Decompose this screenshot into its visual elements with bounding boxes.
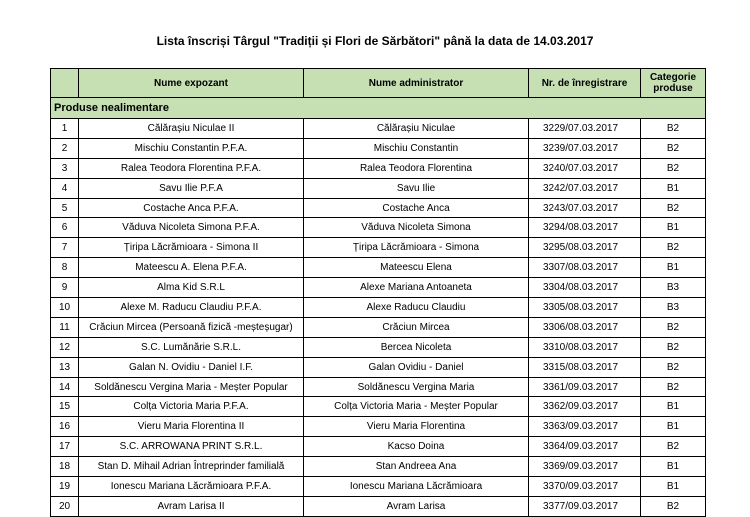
product-category: B1: [641, 178, 706, 198]
row-number: 4: [51, 178, 79, 198]
registration-number: 3242/07.03.2017: [529, 178, 641, 198]
exhibitor-name: Mischiu Constantin P.F.A.: [79, 138, 304, 158]
table-row: [51, 119, 706, 139]
product-category: B2: [641, 119, 706, 139]
row-number: 7: [51, 238, 79, 258]
table-row: [51, 258, 706, 278]
registration-number: 3361/09.03.2017: [529, 377, 641, 397]
table-row: [51, 298, 706, 318]
registration-number: 3304/08.03.2017: [529, 278, 641, 298]
table-row: [51, 397, 706, 417]
registration-number: 3305/08.03.2017: [529, 298, 641, 318]
exhibitor-name: Alexe M. Raducu Claudiu P.F.A.: [79, 298, 304, 318]
administrator-name: Țiripa Lăcrămioara - Simona: [304, 238, 529, 258]
administrator-name: Călărașiu Niculae: [304, 119, 529, 139]
table-row: [51, 158, 706, 178]
exhibitor-name: Ionescu Mariana Lăcrămioara P.F.A.: [79, 477, 304, 497]
exhibitor-name: Soldănescu Vergina Maria - Meșter Popular: [79, 377, 304, 397]
exhibitor-name: S.C. Lumănărie S.R.L.: [79, 337, 304, 357]
exhibitor-name: Alma Kid S.R.L: [79, 278, 304, 298]
table-row: [51, 437, 706, 457]
administrator-name: Colța Victoria Maria - Meșter Popular: [304, 397, 529, 417]
exhibitors-table: [50, 68, 706, 517]
exhibitor-name: Crăciun Mircea (Persoană fizică -meșteșugar): [79, 317, 304, 337]
product-category: B2: [641, 198, 706, 218]
exhibitor-name: Savu Ilie P.F.A: [79, 178, 304, 198]
row-number: 1: [51, 119, 79, 139]
product-category: B1: [641, 397, 706, 417]
header-category: Categorie produse: [641, 69, 706, 98]
administrator-name: Vieru Maria Florentina: [304, 417, 529, 437]
registration-number: 3369/09.03.2017: [529, 457, 641, 477]
exhibitor-name: Călărașiu Niculae II: [79, 119, 304, 139]
row-number: 14: [51, 377, 79, 397]
product-category: B1: [641, 218, 706, 238]
administrator-name: Crăciun Mircea: [304, 317, 529, 337]
header-registration: Nr. de înregistrare: [529, 69, 641, 98]
product-category: B2: [641, 377, 706, 397]
exhibitor-name: Mateescu A. Elena P.F.A.: [79, 258, 304, 278]
table-row: [51, 496, 706, 516]
registration-number: 3363/09.03.2017: [529, 417, 641, 437]
administrator-name: Kacso Doina: [304, 437, 529, 457]
page-title: Lista înscriși Târgul "Tradiții și Flori de Sărbători" până la data de 14.03.2017: [156, 34, 594, 48]
registration-number: 3377/09.03.2017: [529, 496, 641, 516]
registration-number: 3310/08.03.2017: [529, 337, 641, 357]
administrator-name: Mischiu Constantin: [304, 138, 529, 158]
registration-number: 3370/09.03.2017: [529, 477, 641, 497]
exhibitor-name: Vieru Maria Florentina II: [79, 417, 304, 437]
row-number: 13: [51, 357, 79, 377]
product-category: B2: [641, 357, 706, 377]
row-number: 11: [51, 317, 79, 337]
table-header-row: [51, 69, 706, 98]
row-number: 16: [51, 417, 79, 437]
product-category: B1: [641, 477, 706, 497]
table-row: [51, 218, 706, 238]
registration-number: 3362/09.03.2017: [529, 397, 641, 417]
row-number: 19: [51, 477, 79, 497]
table-row: [51, 317, 706, 337]
exhibitor-name: Stan D. Mihail Adrian Întreprinder familială: [79, 457, 304, 477]
registration-number: 3315/08.03.2017: [529, 357, 641, 377]
section-row: [51, 98, 706, 119]
row-number: 2: [51, 138, 79, 158]
section-label: Produse nealimentare: [51, 98, 706, 119]
administrator-name: Soldănescu Vergina Maria: [304, 377, 529, 397]
exhibitor-name: Galan N. Ovidiu - Daniel I.F.: [79, 357, 304, 377]
administrator-name: Bercea Nicoleta: [304, 337, 529, 357]
exhibitor-name: S.C. ARROWANA PRINT S.R.L.: [79, 437, 304, 457]
exhibitor-name: Văduva Nicoleta Simona P.F.A.: [79, 218, 304, 238]
exhibitor-name: Colța Victoria Maria P.F.A.: [79, 397, 304, 417]
header-administrator: Nume administrator: [304, 69, 529, 98]
administrator-name: Stan Andreea Ana: [304, 457, 529, 477]
administrator-name: Savu Ilie: [304, 178, 529, 198]
table-row: [51, 138, 706, 158]
table-row: [51, 238, 706, 258]
exhibitor-name: Ralea Teodora Florentina P.F.A.: [79, 158, 304, 178]
row-number: 12: [51, 337, 79, 357]
table-row: [51, 178, 706, 198]
registration-number: 3229/07.03.2017: [529, 119, 641, 139]
registration-number: 3239/07.03.2017: [529, 138, 641, 158]
table-row: [51, 417, 706, 437]
administrator-name: Alexe Raducu Claudiu: [304, 298, 529, 318]
product-category: B2: [641, 437, 706, 457]
row-number: 15: [51, 397, 79, 417]
registration-number: 3294/08.03.2017: [529, 218, 641, 238]
product-category: B3: [641, 298, 706, 318]
row-number: 5: [51, 198, 79, 218]
table-row: [51, 477, 706, 497]
registration-number: 3364/09.03.2017: [529, 437, 641, 457]
product-category: B1: [641, 258, 706, 278]
row-number: 9: [51, 278, 79, 298]
table-row: [51, 377, 706, 397]
product-category: B2: [641, 238, 706, 258]
product-category: B2: [641, 317, 706, 337]
product-category: B1: [641, 417, 706, 437]
table-row: [51, 457, 706, 477]
product-category: B2: [641, 496, 706, 516]
exhibitor-name: Țiripa Lăcrămioara - Simona II: [79, 238, 304, 258]
table-row: [51, 198, 706, 218]
row-number: 17: [51, 437, 79, 457]
row-number: 10: [51, 298, 79, 318]
exhibitor-name: Avram Larisa II: [79, 496, 304, 516]
exhibitor-name: Costache Anca P.F.A.: [79, 198, 304, 218]
product-category: B3: [641, 278, 706, 298]
table-row: [51, 337, 706, 357]
administrator-name: Ionescu Mariana Lăcrămioara: [304, 477, 529, 497]
registration-number: 3243/07.03.2017: [529, 198, 641, 218]
product-category: B1: [641, 457, 706, 477]
administrator-name: Alexe Mariana Antoaneta: [304, 278, 529, 298]
header-nr: [51, 69, 79, 98]
registration-number: 3307/08.03.2017: [529, 258, 641, 278]
table-row: [51, 278, 706, 298]
row-number: 6: [51, 218, 79, 238]
table-row: [51, 357, 706, 377]
row-number: 8: [51, 258, 79, 278]
administrator-name: Mateescu Elena: [304, 258, 529, 278]
registration-number: 3306/08.03.2017: [529, 317, 641, 337]
registration-number: 3295/08.03.2017: [529, 238, 641, 258]
administrator-name: Văduva Nicoleta Simona: [304, 218, 529, 238]
product-category: B2: [641, 138, 706, 158]
row-number: 3: [51, 158, 79, 178]
product-category: B2: [641, 337, 706, 357]
header-exhibitor: Nume expozant: [79, 69, 304, 98]
administrator-name: Ralea Teodora Florentina: [304, 158, 529, 178]
product-category: B2: [641, 158, 706, 178]
registration-number: 3240/07.03.2017: [529, 158, 641, 178]
row-number: 18: [51, 457, 79, 477]
row-number: 20: [51, 496, 79, 516]
administrator-name: Avram Larisa: [304, 496, 529, 516]
administrator-name: Galan Ovidiu - Daniel: [304, 357, 529, 377]
administrator-name: Costache Anca: [304, 198, 529, 218]
